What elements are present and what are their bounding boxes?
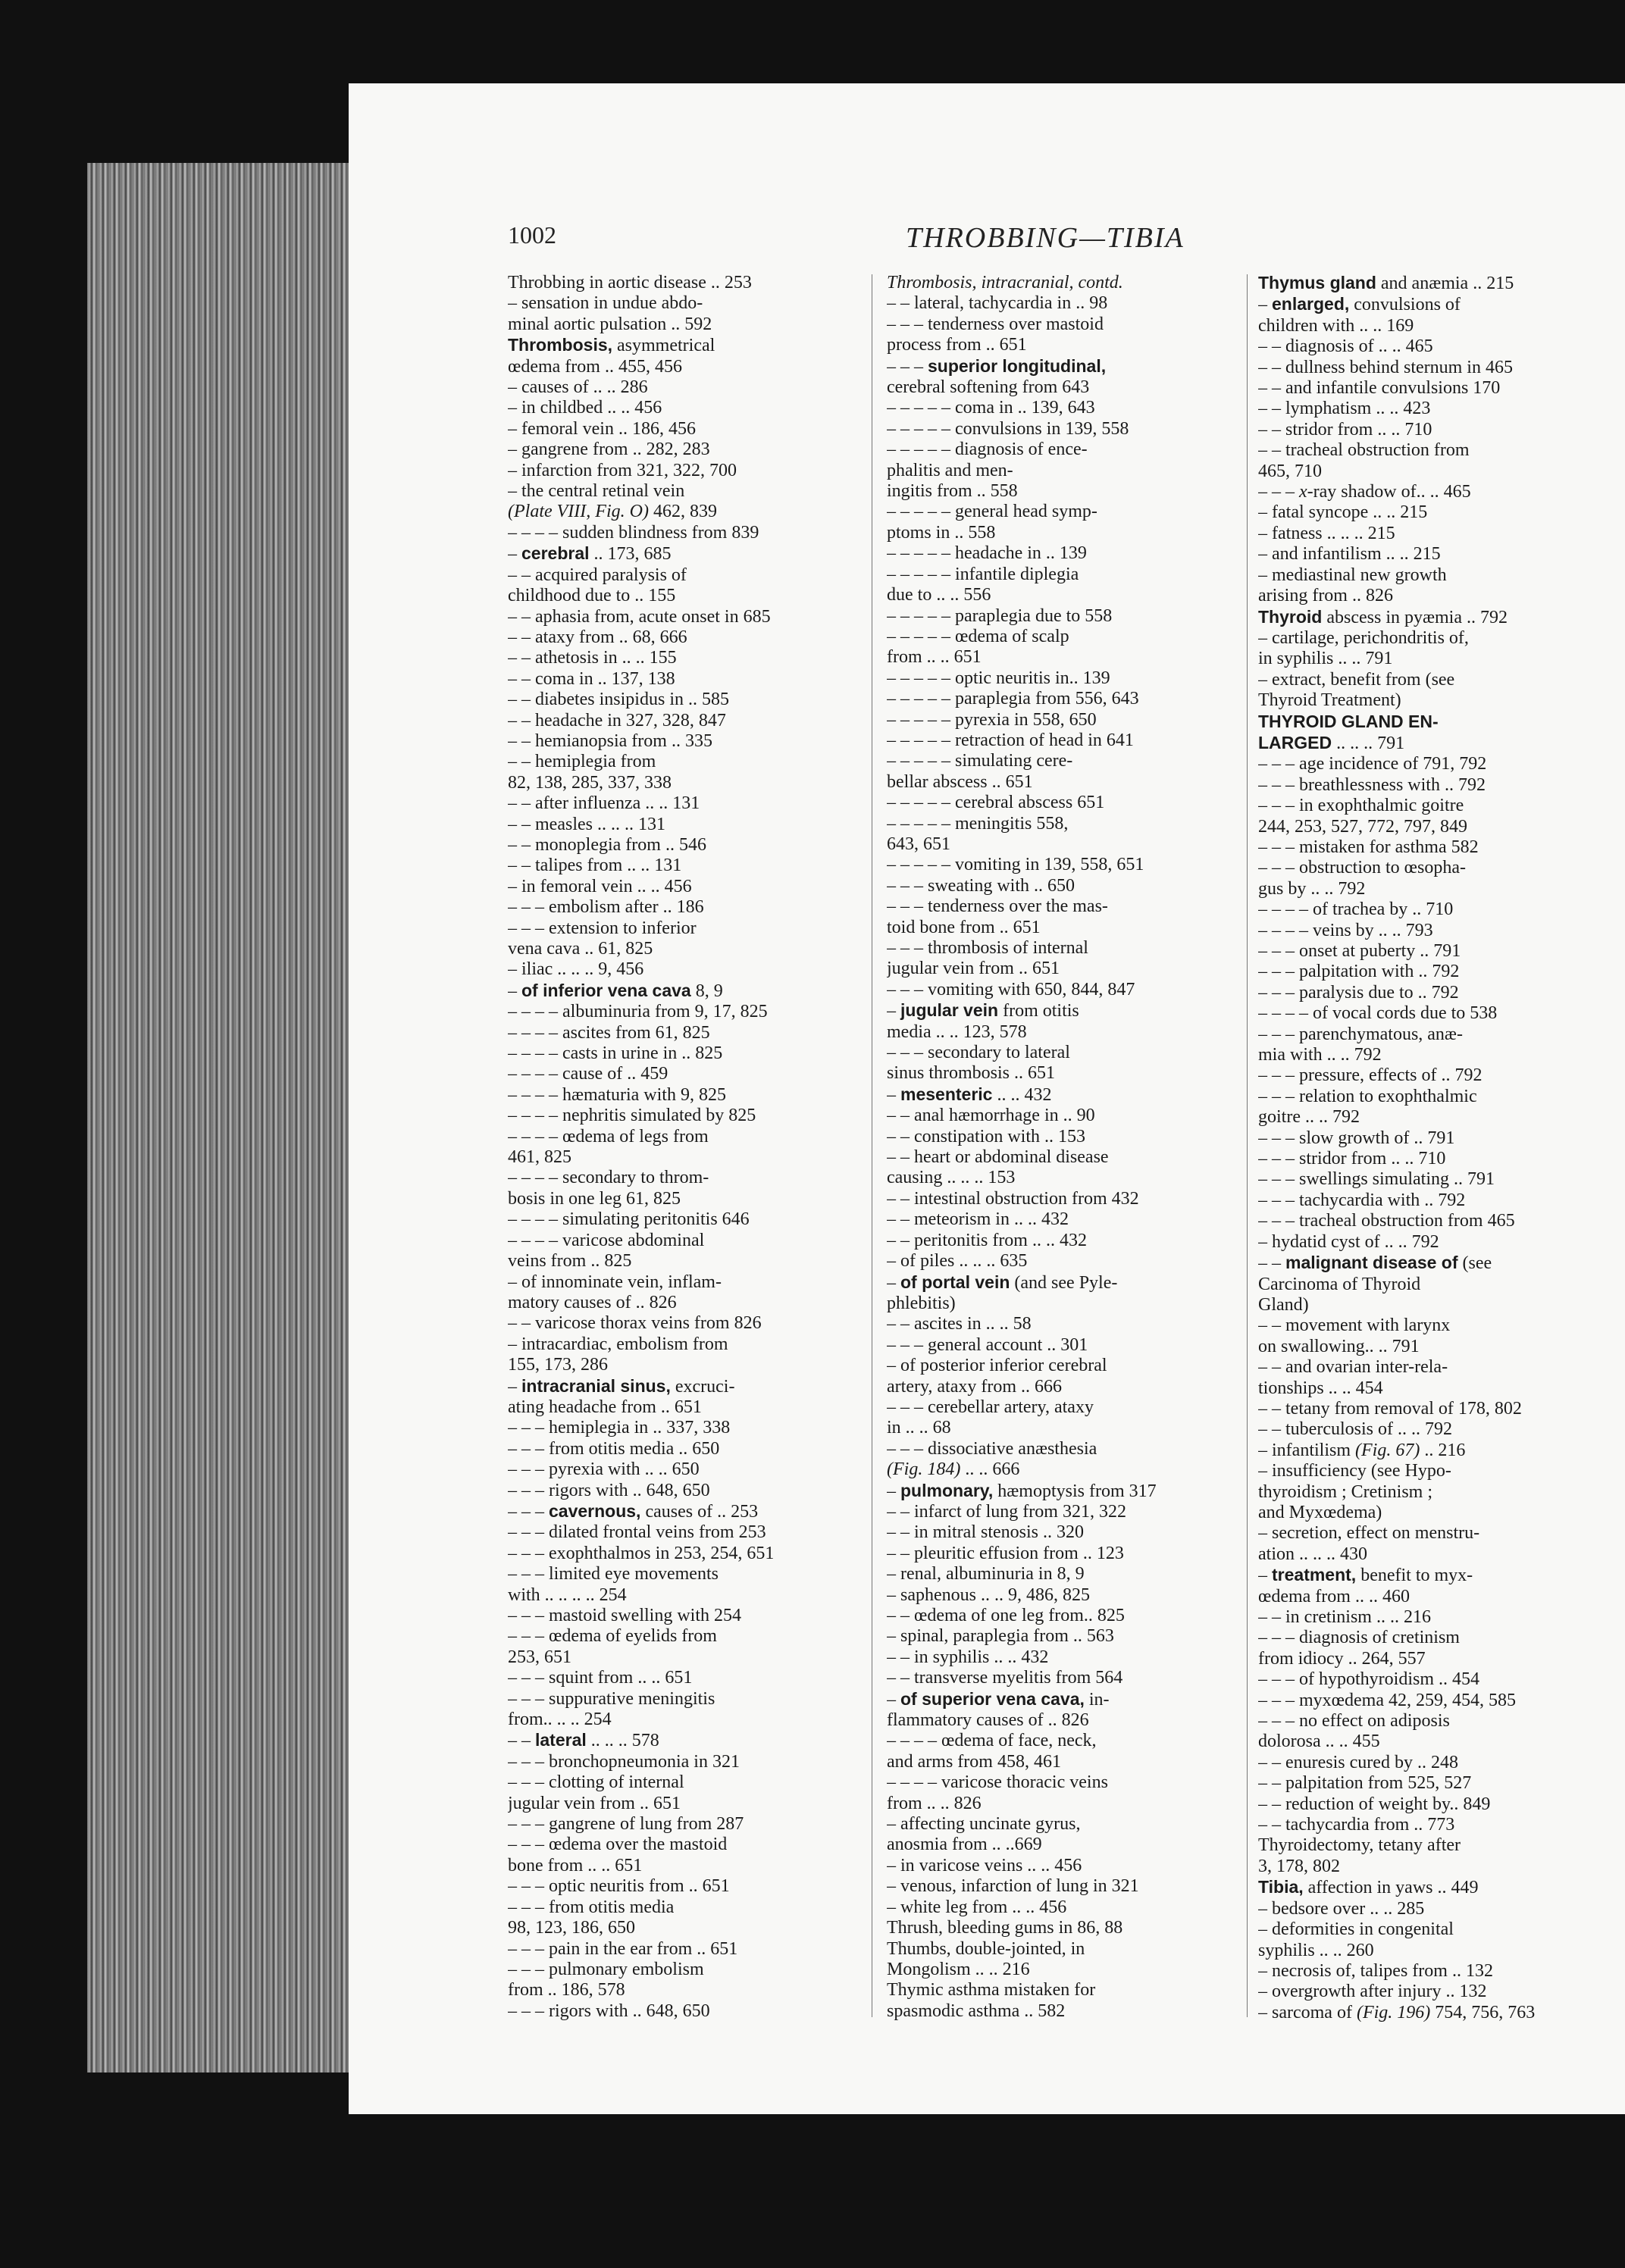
- index-entry: – – ascites in .. .. 58: [887, 1314, 1032, 1334]
- index-entry: – saphenous .. .. 9, 486, 825: [887, 1584, 1090, 1605]
- index-entry: – secretion, effect on menstru-: [1258, 1523, 1480, 1544]
- index-entry: dolorosa .. .. 455: [1258, 1732, 1380, 1752]
- index-entry: and arms from 458, 461: [887, 1751, 1061, 1772]
- index-entry: – – varicose thorax veins from 826: [508, 1313, 762, 1334]
- index-entry: – fatal syncope .. .. 215: [1258, 502, 1428, 523]
- index-entry: – – tachycardia from .. 773: [1258, 1815, 1455, 1835]
- index-entry: Thymus gland and anæmia .. 215: [1258, 273, 1514, 293]
- index-entry: – renal, albuminuria in 8, 9: [887, 1564, 1085, 1584]
- index-entry: – – in cretinism .. .. 216: [1258, 1607, 1431, 1627]
- index-entry: – – – vomiting with 650, 844, 847: [887, 979, 1135, 999]
- index-entry: – spinal, paraplegia from .. 563: [887, 1626, 1114, 1647]
- index-entry: – fatness .. .. .. 215: [1258, 523, 1395, 543]
- index-entry: 253, 651: [508, 1647, 571, 1667]
- index-entry: from.. .. .. 254: [508, 1710, 612, 1730]
- index-entry: Thyroidectomy, tetany after: [1258, 1835, 1461, 1856]
- index-entry: – causes of .. .. 286: [508, 377, 648, 398]
- index-entry: – – acquired paralysis of: [508, 565, 687, 585]
- index-entry: – intracardiac, embolism from: [508, 1334, 728, 1354]
- index-entry: – – – dissociative anæsthesia: [887, 1438, 1097, 1459]
- index-entry: bone from .. .. 651: [508, 1855, 643, 1875]
- index-entry: – jugular vein from otitis: [887, 1000, 1079, 1021]
- index-entry: – – tetany from removal of 178, 802: [1258, 1398, 1522, 1419]
- index-entry: – of innominate vein, inflam-: [508, 1272, 722, 1292]
- index-entry: – of piles .. .. .. 635: [887, 1251, 1028, 1272]
- index-entry: from idiocy .. 264, 557: [1258, 1648, 1426, 1669]
- index-entry: – – and ovarian inter-rela-: [1258, 1357, 1448, 1378]
- index-entry: – – malignant disease of (see: [1258, 1253, 1492, 1274]
- index-entry: (Plate VIII, Fig. O) 462, 839: [508, 502, 717, 522]
- index-entry: – – – rigors with .. 648, 650: [508, 1480, 710, 1500]
- index-entry: – – – no effect on adiposis: [1258, 1711, 1450, 1732]
- index-entry: – – – pressure, effects of .. 792: [1258, 1065, 1483, 1086]
- index-entry: – – – – – convulsions in 139, 558: [887, 418, 1129, 439]
- index-entry: – of superior vena cava, in-: [887, 1688, 1110, 1710]
- index-entry: – – – palpitation with .. 792: [1258, 962, 1460, 982]
- index-entry: – of portal vein (and see Pyle-: [887, 1272, 1118, 1293]
- index-entry: on swallowing.. .. 791: [1258, 1336, 1420, 1356]
- index-entry: – of posterior inferior cerebral: [887, 1356, 1107, 1376]
- index-entry: – – – onset at puberty .. 791: [1258, 941, 1461, 961]
- index-entry: – – – – casts in urine in .. 825: [508, 1043, 723, 1064]
- index-entry: thyroidism ; Cretinism ;: [1258, 1481, 1433, 1502]
- index-entry: – – – of hypothyroidism .. 454: [1258, 1669, 1479, 1690]
- index-entry: – – – – – coma in .. 139, 643: [887, 398, 1095, 418]
- index-entry: – – – breathlessness with .. 792: [1258, 774, 1486, 795]
- index-entry: bellar abscess .. 651: [887, 771, 1033, 792]
- index-entry: – – – age incidence of 791, 792: [1258, 754, 1487, 774]
- index-entry: – – – bronchopneumonia in 321: [508, 1751, 740, 1772]
- index-entry: – – – from otitis media: [508, 1897, 675, 1917]
- index-entry: – – – pain in the ear from .. 651: [508, 1938, 738, 1959]
- index-entry: 465, 710: [1258, 461, 1322, 481]
- index-entry: – insufficiency (see Hypo-: [1258, 1461, 1451, 1481]
- index-entry: – in femoral vein .. .. 456: [508, 876, 692, 896]
- index-entry: – – talipes from .. .. 131: [508, 856, 682, 876]
- index-entry: – mesenteric .. .. 432: [887, 1084, 1052, 1105]
- index-entry: – – headache in 327, 328, 847: [508, 710, 726, 730]
- index-entry: – – ataxy from .. 68, 666: [508, 627, 687, 647]
- index-entry: childhood due to .. 155: [508, 586, 676, 606]
- index-entry: Thrush, bleeding gums in 86, 88: [887, 1918, 1123, 1938]
- index-entry: flammatory causes of .. 826: [887, 1710, 1089, 1731]
- index-entry: – – – – veins by .. .. 793: [1258, 920, 1433, 940]
- index-entry: œdema from .. 455, 456: [508, 356, 682, 377]
- index-entry: – – – – – paraplegia due to 558: [887, 605, 1113, 626]
- index-entry: – – pleuritic effusion from .. 123: [887, 1543, 1124, 1563]
- index-entry: – pulmonary, hæmoptysis from 317: [887, 1480, 1157, 1501]
- index-entry: jugular vein from .. 651: [508, 1793, 681, 1813]
- index-entry: – – transverse myelitis from 564: [887, 1668, 1123, 1688]
- running-head: THROBBING—TIBIA: [906, 222, 1185, 254]
- index-entry: tionships .. .. 454: [1258, 1378, 1383, 1398]
- index-entry: – – reduction of weight by.. 849: [1258, 1794, 1491, 1814]
- index-entry: – – – diagnosis of cretinism: [1258, 1628, 1460, 1648]
- index-entry: mia with .. .. 792: [1258, 1045, 1382, 1065]
- index-entry: – – enuresis cured by .. 248: [1258, 1752, 1458, 1772]
- index-entry: – – meteorism in .. .. 432: [887, 1209, 1069, 1230]
- index-entry: – – – – of vocal cords due to 538: [1258, 1003, 1498, 1024]
- index-entry: – – – – hæmaturia with 9, 825: [508, 1084, 726, 1105]
- index-entry: in syphilis .. .. 791: [1258, 649, 1393, 669]
- index-entry: due to .. .. 556: [887, 585, 991, 605]
- index-entry: – intracranial sinus, excruci-: [508, 1375, 735, 1397]
- index-entry: – – in syphilis .. .. 432: [887, 1647, 1049, 1667]
- index-entry: – – – embolism after .. 186: [508, 897, 704, 918]
- index-entry: – – stridor from .. .. 710: [1258, 419, 1432, 440]
- index-entry: – – – – – vomiting in 139, 558, 651: [887, 855, 1144, 875]
- index-entry: – – – squint from .. .. 651: [508, 1668, 693, 1688]
- index-entry: – sarcoma of (Fig. 196) 754, 756, 763: [1258, 2002, 1536, 2022]
- index-entry: – gangrene from .. 282, 283: [508, 440, 710, 460]
- index-entry: children with .. .. 169: [1258, 315, 1414, 336]
- index-entry: – infantilism (Fig. 67) .. 216: [1258, 1440, 1466, 1460]
- index-entry: – – diagnosis of .. .. 465: [1258, 336, 1433, 357]
- index-entry: 155, 173, 286: [508, 1355, 608, 1375]
- index-entry: – – – – cause of .. 459: [508, 1064, 668, 1084]
- index-entry: anosmia from .. ..669: [887, 1835, 1042, 1855]
- index-entry: – – – paralysis due to .. 792: [1258, 982, 1459, 1003]
- index-entry: – – – – sudden blindness from 839: [508, 522, 759, 543]
- index-entry: – – – – – meningitis 558,: [887, 813, 1069, 834]
- index-entry: – – – limited eye movements: [508, 1564, 719, 1584]
- index-entry: – – constipation with .. 153: [887, 1126, 1085, 1147]
- index-entry: 461, 825: [508, 1147, 571, 1168]
- index-entry: – – hemiplegia from: [508, 752, 656, 772]
- index-entry: – – – parenchymatous, anæ-: [1258, 1024, 1463, 1044]
- index-entry: – the central retinal vein: [508, 481, 685, 502]
- index-entry: – – aphasia from, acute onset in 685: [508, 606, 771, 627]
- index-entry: – – movement with larynx: [1258, 1315, 1451, 1336]
- index-entry: – – tracheal obstruction from: [1258, 440, 1470, 461]
- index-entry: – white leg from .. .. 456: [887, 1897, 1067, 1917]
- index-entry: from .. .. 826: [887, 1793, 982, 1813]
- index-entry: – – – – albuminuria from 9, 17, 825: [508, 1002, 768, 1022]
- index-entry: – – – – – infantile diplegia: [887, 564, 1079, 584]
- index-entry: and Myxœdema): [1258, 1502, 1382, 1522]
- index-entry: – – – stridor from .. .. 710: [1258, 1149, 1446, 1169]
- index-entry: – – – x-ray shadow of.. .. 465: [1258, 482, 1471, 502]
- index-entry: veins from .. 825: [508, 1251, 632, 1272]
- index-entry: – overgrowth after injury .. 132: [1258, 1982, 1487, 2002]
- index-entry: – – – swellings simulating .. 791: [1258, 1169, 1495, 1190]
- index-entry: ating headache from .. 651: [508, 1397, 702, 1417]
- index-entry: – treatment, benefit to myx-: [1258, 1565, 1473, 1586]
- index-entry: – – peritonitis from .. .. 432: [887, 1230, 1087, 1250]
- index-entry: – – – hemiplegia in .. 337, 338: [508, 1418, 731, 1438]
- index-entry: phalitis and men-: [887, 460, 1013, 480]
- index-entry: gus by .. .. 792: [1258, 878, 1366, 899]
- index-entry: 98, 123, 186, 650: [508, 1918, 635, 1938]
- index-entry: media .. .. 123, 578: [887, 1021, 1027, 1042]
- index-entry: – – – tenderness over the mas-: [887, 896, 1108, 917]
- index-entry: Thrombosis, asymmetrical: [508, 335, 715, 356]
- index-entry: – – œdema of one leg from.. 825: [887, 1606, 1125, 1625]
- index-entry: – – – general account .. 301: [887, 1334, 1088, 1355]
- index-entry: – – – tachycardia with .. 792: [1258, 1190, 1466, 1210]
- index-column-2: [887, 273, 1257, 2022]
- index-entry: – – – – – pyrexia in 558, 650: [887, 709, 1097, 730]
- index-entry: – – – dilated frontal veins from 253: [508, 1522, 766, 1543]
- index-entry: – – – thrombosis of internal: [887, 938, 1088, 958]
- index-entry: – – heart or abdominal disease: [887, 1147, 1109, 1168]
- index-entry: – bedsore over .. .. 285: [1258, 1898, 1425, 1919]
- index-entry: – venous, infarction of lung in 321: [887, 1876, 1139, 1897]
- index-entry: – – – œdema over the mastoid: [508, 1835, 728, 1855]
- index-entry: vena cava .. 61, 825: [508, 939, 653, 959]
- index-entry: – – – myxœdema 42, 259, 454, 585: [1258, 1690, 1516, 1710]
- index-entry: jugular vein from .. 651: [887, 959, 1060, 979]
- index-entry: – – – – – retraction of head in 641: [887, 730, 1134, 750]
- index-entry: œdema from .. .. 460: [1258, 1586, 1410, 1606]
- index-entry: syphilis .. .. 260: [1258, 1940, 1374, 1960]
- index-entry: 3, 178, 802: [1258, 1856, 1340, 1876]
- index-entry: – mediastinal new growth: [1258, 565, 1447, 585]
- index-entry: – – – – – diagnosis of ence-: [887, 440, 1088, 460]
- index-entry: cerebral softening from 643: [887, 377, 1090, 398]
- index-entry: – – – – varicose thoracic veins: [887, 1772, 1108, 1793]
- index-entry: ingitis from .. 558: [887, 481, 1018, 502]
- index-entry: – necrosis of, talipes from .. 132: [1258, 1960, 1493, 1981]
- index-entry: – in varicose veins .. .. 456: [887, 1855, 1082, 1875]
- index-entry: – – lateral .. .. .. 578: [508, 1730, 659, 1751]
- index-entry: sinus thrombosis .. 651: [887, 1063, 1056, 1084]
- index-entry: – – – cavernous, causes of .. 253: [508, 1500, 759, 1522]
- index-entry: (Fig. 184) .. .. 666: [887, 1459, 1020, 1480]
- index-entry: – – anal hæmorrhage in .. 90: [887, 1106, 1095, 1126]
- index-entry: – – monoplegia from .. 546: [508, 834, 706, 855]
- index-column-1: [508, 273, 878, 2022]
- index-entry: – – lymphatism .. .. 423: [1258, 399, 1431, 419]
- index-entry: bosis in one leg 61, 825: [508, 1188, 681, 1209]
- index-entry: – – – from otitis media .. 650: [508, 1438, 720, 1459]
- index-entry: – – – suppurative meningitis: [508, 1688, 715, 1709]
- index-entry: 82, 138, 285, 337, 338: [508, 772, 672, 793]
- index-entry: Gland): [1258, 1294, 1309, 1315]
- index-entry: – – – mastoid swelling with 254: [508, 1606, 741, 1625]
- index-entry: THYROID GLAND EN-: [1258, 711, 1439, 731]
- index-entry: – – after influenza .. .. 131: [508, 793, 700, 814]
- index-entry: spasmodic asthma .. 582: [887, 2001, 1066, 2021]
- index-entry: – – – relation to exophthalmic: [1258, 1086, 1477, 1106]
- index-entry: – – palpitation from 525, 527: [1258, 1773, 1472, 1794]
- index-entry: – – – slow growth of .. 791: [1258, 1128, 1455, 1148]
- index-entry: – – – œdema of eyelids from: [508, 1626, 717, 1647]
- index-entry: – – – – – cerebral abscess 651: [887, 793, 1105, 813]
- index-entry: Thymic asthma mistaken for: [887, 1980, 1096, 2001]
- index-column-3: [1258, 273, 1625, 2023]
- index-entry: – – coma in .. 137, 138: [508, 668, 675, 689]
- index-entry: – – – – – headache in .. 139: [887, 543, 1087, 564]
- index-entry: – enlarged, convulsions of: [1258, 294, 1461, 315]
- index-entry: – – intestinal obstruction from 432: [887, 1188, 1139, 1209]
- index-entry: – femoral vein .. 186, 456: [508, 418, 696, 439]
- index-entry: Thyroid Treatment): [1258, 690, 1401, 711]
- index-entry: LARGED .. .. .. 791: [1258, 732, 1405, 753]
- index-entry: – – – – – paraplegia from 556, 643: [887, 689, 1139, 709]
- index-entry: – extract, benefit from (see: [1258, 669, 1455, 690]
- index-entry: – – – rigors with .. 648, 650: [508, 2001, 710, 2021]
- index-entry: – – lateral, tachycardia in .. 98: [887, 293, 1108, 314]
- index-entry: – – and infantile convulsions 170: [1258, 378, 1501, 399]
- index-entry: ptoms in .. 558: [887, 522, 996, 543]
- index-entry: – – measles .. .. .. 131: [508, 814, 665, 834]
- index-entry: Thrombosis, intracranial, contd.: [887, 273, 1123, 292]
- index-entry: – – – tracheal obstruction from 465: [1258, 1211, 1515, 1231]
- index-entry: – – infarct of lung from 321, 322: [887, 1501, 1126, 1522]
- index-entry: – and infantilism .. .. 215: [1258, 544, 1441, 565]
- index-entry: – – – – secondary to throm-: [508, 1168, 709, 1188]
- index-entry: Thumbs, double-jointed, in: [887, 1938, 1085, 1959]
- index-entry: from .. .. 651: [887, 647, 982, 668]
- index-entry: – – diabetes insipidus in .. 585: [508, 690, 729, 710]
- index-entry: – – – optic neuritis from .. 651: [508, 1876, 730, 1897]
- index-entry: 244, 253, 527, 772, 797, 849: [1258, 816, 1467, 837]
- index-entry: – – tuberculosis of .. .. 792: [1258, 1419, 1452, 1440]
- index-entry: in .. .. 68: [887, 1418, 951, 1438]
- index-entry: – cartilage, perichondritis of,: [1258, 627, 1469, 648]
- index-entry: arising from .. 826: [1258, 586, 1393, 606]
- index-entry: – affecting uncinate gyrus,: [887, 1814, 1081, 1835]
- index-entry: – – – – – general head symp-: [887, 502, 1097, 522]
- index-entry: – – – pulmonary embolism: [508, 1959, 704, 1979]
- index-entry: – – – mistaken for asthma 582: [1258, 837, 1479, 857]
- index-entry: phlebitis): [887, 1293, 956, 1313]
- index-entry: causing .. .. .. 153: [887, 1168, 1016, 1188]
- index-entry: Thyroid abscess in pyæmia .. 792: [1258, 606, 1508, 627]
- index-entry: – – – extension to inferior: [508, 918, 697, 938]
- index-entry: – – – gangrene of lung from 287: [508, 1814, 744, 1835]
- index-entry: – – in mitral stenosis .. 320: [887, 1522, 1084, 1543]
- index-entry: – – – – œdema of legs from: [508, 1126, 709, 1147]
- index-entry: ation .. .. .. 430: [1258, 1544, 1367, 1564]
- index-entry: – – – – varicose abdominal: [508, 1230, 705, 1250]
- index-entry: – sensation in undue abdo-: [508, 293, 703, 314]
- index-entry: process from .. 651: [887, 335, 1027, 355]
- index-entry: Mongolism .. .. 216: [887, 1959, 1030, 1979]
- index-entry: – – – superior longitudinal,: [887, 355, 1107, 377]
- index-entry: – – dullness behind sternum in 465: [1258, 357, 1513, 377]
- index-entry: Tibia, affection in yaws .. 449: [1258, 1877, 1479, 1898]
- index-entry: – deformities in congenital: [1258, 1919, 1454, 1940]
- index-entry: – in childbed .. .. 456: [508, 398, 662, 418]
- index-entry: goitre .. .. 792: [1258, 1107, 1360, 1128]
- index-entry: – – – obstruction to œsopha-: [1258, 858, 1466, 878]
- index-entry: – – – secondary to lateral: [887, 1043, 1070, 1063]
- index-entry: – hydatid cyst of .. .. 792: [1258, 1231, 1439, 1252]
- index-entry: – – – pyrexia with .. .. 650: [508, 1459, 700, 1480]
- index-entry: Throbbing in aortic disease .. 253: [508, 273, 752, 292]
- index-entry: – of inferior vena cava 8, 9: [508, 980, 723, 1001]
- index-entry: – – – – – optic neuritis in.. 139: [887, 668, 1110, 688]
- index-entry: – cerebral .. 173, 685: [508, 543, 672, 565]
- index-entry: from .. 186, 578: [508, 1980, 625, 2001]
- index-entry: – – – – simulating peritonitis 646: [508, 1209, 750, 1230]
- index-entry: – – hemianopsia from .. 335: [508, 730, 712, 751]
- index-entry: – – – cerebellar artery, ataxy: [887, 1397, 1094, 1417]
- index-entry: – – – – nephritis simulated by 825: [508, 1106, 756, 1126]
- index-entry: – – – tenderness over mastoid: [887, 314, 1104, 334]
- index-entry: minal aortic pulsation .. 592: [508, 314, 712, 334]
- index-entry: – – – – of trachea by .. 710: [1258, 899, 1454, 920]
- index-entry: – – – – œdema of face, neck,: [887, 1731, 1097, 1751]
- index-entry: – infarction from 321, 322, 700: [508, 460, 737, 480]
- index-entry: 643, 651: [887, 834, 950, 854]
- index-entry: – – – clotting of internal: [508, 1772, 684, 1793]
- index-entry: – – – – ascites from 61, 825: [508, 1022, 710, 1043]
- index-entry: toid bone from .. 651: [887, 917, 1041, 937]
- index-entry: matory causes of .. 826: [508, 1292, 677, 1312]
- index-entry: – – – exophthalmos in 253, 254, 651: [508, 1543, 775, 1563]
- index-entry: – – athetosis in .. .. 155: [508, 648, 677, 668]
- index-entry: with .. .. .. .. 254: [508, 1584, 627, 1605]
- index-entry: Carcinoma of Thyroid: [1258, 1274, 1421, 1294]
- index-entry: – – – sweating with .. 650: [887, 875, 1075, 896]
- index-entry: – – – – – œdema of scalp: [887, 626, 1069, 646]
- index-entry: artery, ataxy from .. 666: [887, 1376, 1063, 1397]
- index-entry: – – – – – simulating cere-: [887, 751, 1073, 771]
- index-entry: – – – in exophthalmic goitre: [1258, 796, 1464, 816]
- page-number: 1002: [508, 221, 556, 249]
- index-entry: – iliac .. .. .. 9, 456: [508, 959, 644, 980]
